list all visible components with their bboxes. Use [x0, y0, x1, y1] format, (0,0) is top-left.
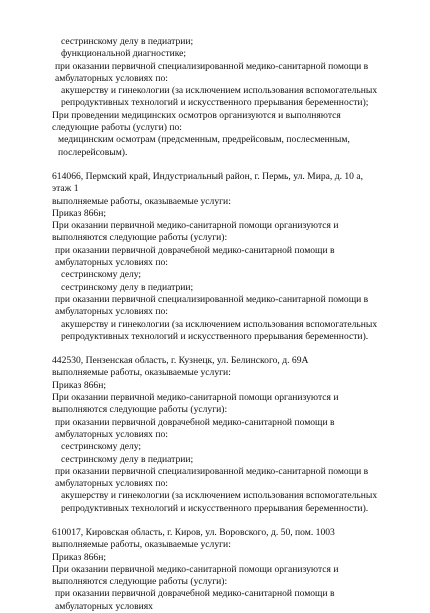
address-block-kirov [52, 527, 384, 613]
spacer [52, 343, 384, 355]
spacer [52, 159, 384, 171]
text-line: сестринскому делу; [61, 269, 142, 281]
block-continuation [52, 36, 384, 159]
services-label: выполняемые работы, оказываемые услуги: [52, 367, 231, 379]
text-line: при оказании первичной доврачебной медико-санитарной помощи в амбулаторных условиях по: [55, 244, 335, 269]
text-line: при оказании первичной доврачебной медико-санитарной помощи в амбулаторных условиях [55, 588, 335, 612]
text-line: при оказании первичной специализированной медико-санитарной помощи в амбулаторных условиях по: [55, 60, 369, 84]
text-line: При оказании первичной медико-санитарной помощи организуются и выполняются следующие работы (услуги): [52, 563, 339, 588]
text-line: акушерству и гинекологии (за исключением использования вспомогательных репродуктивных технологий и искусственного прерывания беременности). [61, 318, 378, 342]
text-line: сестринскому делу в педиатрии; [61, 281, 194, 293]
text-line: При оказании первичной медико-санитарной помощи организуются и выполняются следующие работы (услуги): [52, 220, 339, 244]
text-line: сестринскому делу в педиатрии; [61, 36, 194, 47]
order-reference: Приказ 866н; [52, 379, 107, 391]
text-line: функциональной диагностике; [61, 48, 187, 60]
spacer [52, 515, 384, 527]
text-line: при оказании первичной специализированной медико-санитарной помощи в амбулаторных условиях по: [55, 293, 369, 318]
address-line: 442530, Пензенская область, г. Кузнецк, ул. Белинского, д. 69А [52, 355, 309, 367]
order-reference: Приказ 866н; [52, 551, 107, 563]
text-line: при оказании первичной специализированной медико-санитарной помощи в амбулаторных условиях по: [55, 465, 369, 490]
services-label: выполняемые работы, оказываемые услуги: [52, 195, 231, 207]
text-line: акушерству и гинекологии (за исключением использования вспомогательных репродуктивных технологий и искусственного прерывания беременности); [61, 85, 378, 109]
services-label: выполняемые работы, оказываемые услуги: [52, 539, 231, 551]
document-page [52, 36, 384, 613]
text-line: При оказании первичной медико-санитарной помощи организуются и выполняются следующие работы (услуги): [52, 392, 339, 416]
address-block-perm [52, 171, 384, 343]
text-line: сестринскому делу в педиатрии; [61, 453, 194, 465]
address-line: 614066, Пермский край, Индустриальный район, г. Пермь, ул. Мира, д. 10 а, этаж 1 [52, 170, 364, 195]
order-reference: Приказ 866н; [52, 207, 107, 219]
text-line: медицинским осмотрам (предсменным, предрейсовым, послесменным, послерейсовым). [58, 134, 350, 158]
text-line: акушерству и гинекологии (за исключением использования вспомогательных репродуктивных технологий и искусственного прерывания беременности). [61, 490, 378, 514]
text-line: При проведении медицинских осмотров организуются и выполняются следующие работы (услуги) по: [52, 109, 341, 134]
address-block-kuznetsk [52, 355, 384, 515]
text-line: при оказании первичной доврачебной медико-санитарной помощи в амбулаторных условиях по: [55, 416, 335, 440]
text-line: сестринскому делу; [61, 441, 142, 453]
address-line: 610017, Кировская область, г. Киров, ул. Воровского, д. 50, пом. 1003 [52, 526, 335, 538]
